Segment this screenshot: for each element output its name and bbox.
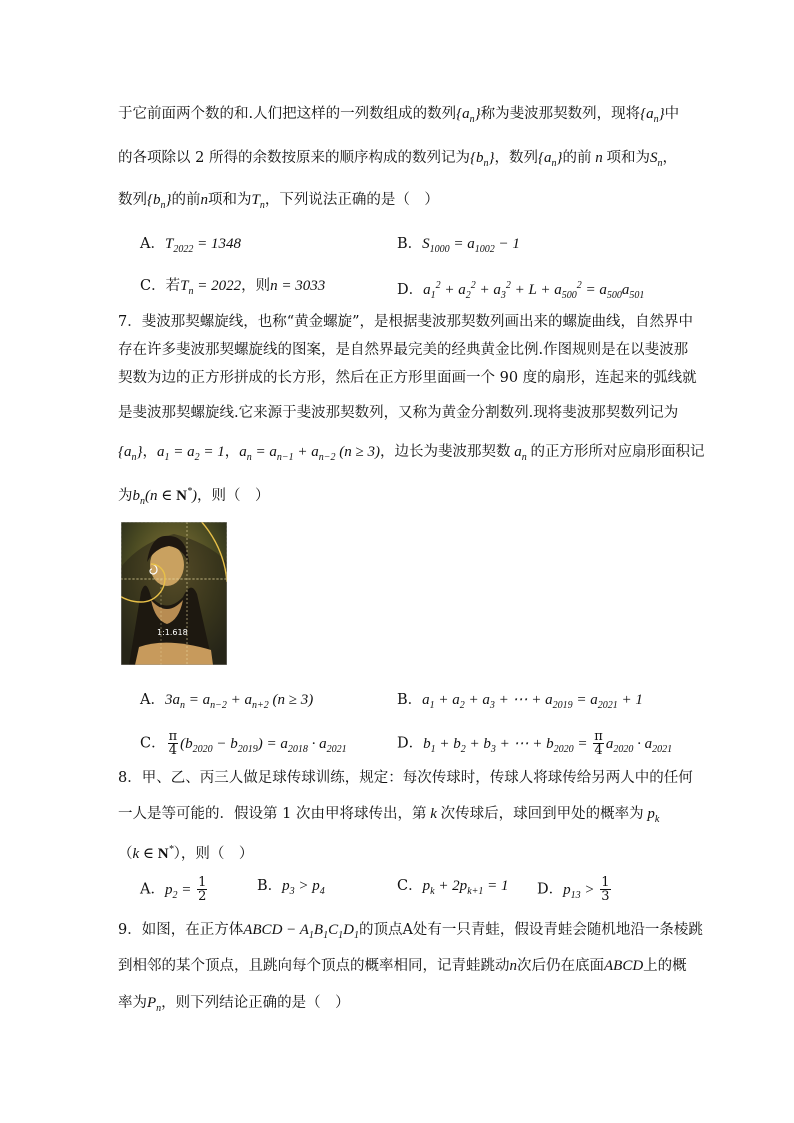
- q7-line-3: 契数为边的正方形拼成的长方形，然后在正方形里面画一个 90 度的扇形，连起来的弧线就: [118, 370, 697, 386]
- q8-line-1: 8．甲、乙、丙三人做足球传球训练，规定：每次传球时，传球人将球传给另两人中的任何: [118, 770, 693, 786]
- option-label: B．: [397, 236, 423, 252]
- q8-line-2: 一人是等可能的．假设第 1 次由甲将球传出，第 k 次传球后，球回到甲处的概率为 $p_k$: [118, 806, 660, 825]
- text: 于它前面两个数的和.人们把这样的一列数组成的数列: [118, 106, 457, 122]
- q7-line-4: 是斐波那契螺旋线.它来源于斐波那契数列，又称为黄金分割数列.现将斐波那契数列记为: [118, 405, 679, 421]
- text: 的前: [171, 192, 201, 208]
- q8-option-b: B．$p_3 > p_4$: [257, 878, 325, 897]
- text: 9．如图，在正方体: [118, 922, 244, 938]
- text: 上的概: [643, 958, 687, 974]
- q7-line-5: $\{a_n\}$，$a_1 = a_2 = 1$，$a_n = a_{n-1} + a_{n-2}$ (n ≥ 3)，边长为斐波那契数 $a_n$ 的正方形所对应扇形面积记: [118, 444, 705, 463]
- q8-option-d: D．$p_{13}$ > $\frac{1}{3}$: [537, 875, 610, 904]
- q8-option-a: A．$p_2$ = $\frac{1}{2}$: [140, 875, 207, 904]
- text: 到相邻的某个顶点，且跳向每个顶点的概率相同，记青蛙跳动: [118, 958, 510, 974]
- option-label: A．: [140, 236, 165, 252]
- text: ，则: [241, 278, 271, 294]
- text: 项和为: [606, 150, 650, 166]
- q7-line-6: 为$b_n(n$ ∈ N*)，则（ ）: [118, 486, 270, 507]
- q7-option-a: A．$3a_n = a_{n-2} + a_{n+2}$ (n ≥ 3): [140, 692, 314, 711]
- ratio-label: 1:1.618: [157, 628, 188, 637]
- text: 项和为: [208, 192, 252, 208]
- text: 一人是等可能的．假设第 1 次由甲将球传出，第: [118, 806, 427, 822]
- option-label: B．: [397, 692, 423, 708]
- text: 的各项除以 2 所得的余数按原来的顺序构成的数列记为: [118, 150, 470, 166]
- option-label: B．: [257, 878, 283, 894]
- option-label: D．: [397, 282, 424, 298]
- text: 的前: [562, 150, 592, 166]
- q6-option-a: A．$T_{2022} = 1348$: [140, 236, 241, 255]
- intro-line-2: 的各项除以 2 所得的余数按原来的顺序构成的数列记为$\{b_n\}$，数列$\{a_n\}$的前 n 项和为$S_n$，: [118, 150, 677, 169]
- text: 次传球后，球回到甲处的概率为: [440, 806, 644, 822]
- q6-option-d: D．$a_1^2 + a_2^2 + a_3^2 + L + a_{500}^2 = a_{500}a_{501}$: [397, 280, 645, 301]
- option-label: D．: [537, 881, 564, 898]
- text: ），则（ ）: [173, 846, 254, 862]
- q9-line-1: 9．如图，在正方体ABCD − $A_1B_1C_1D_1$的顶点A处有一只青蛙，假设青蛙会随机地沿一条棱跳: [118, 922, 703, 941]
- option-label: C．: [397, 878, 423, 894]
- text: （: [118, 846, 133, 862]
- q9-line-3: 率为$P_n$，则下列结论正确的是（ ）: [118, 995, 350, 1014]
- q8-option-c: C．$p_k + 2p_{k+1} = 1$: [397, 878, 509, 897]
- text: 数列: [118, 192, 147, 208]
- q9-line-2: 到相邻的某个顶点，且跳向每个顶点的概率相同，记青蛙跳动n次后仍在底面ABCD上的概: [118, 958, 687, 974]
- q7-option-c: C． $\frac{\pi}{4}$ $(b_{2020} - b_{2019}) = a_{2018} \cdot a_{2021}$: [140, 729, 347, 758]
- mona-lisa-golden-spiral-figure: [121, 522, 227, 665]
- q7-option-d: D．$b_1 + b_2 + b_3$ + ⋯ + $b_{2020}$ = $\frac{\pi}{4}$ $a_{2020} \cdot a_{2021}$: [397, 729, 673, 758]
- option-label: C．: [140, 735, 166, 752]
- text: ，下列说法正确的是（ ）: [264, 192, 439, 208]
- text: ，则下列结论正确的是（ ）: [161, 995, 350, 1011]
- text: 称为斐波那契数列，现将: [480, 106, 641, 122]
- text: 的正方形所对应扇形面积记: [530, 444, 705, 460]
- q7-option-b: B．$a_1 + a_2 + a_3$ + ⋯ + $a_{2019} = a_{2021} + 1$: [397, 692, 643, 711]
- text: 的顶点A处有一只青蛙，假设青蛙会随机地沿一条棱跳: [358, 922, 703, 938]
- option-label: D．: [397, 735, 424, 752]
- intro-line-1: 于它前面两个数的和.人们把这样的一列数组成的数列$\{a_n\}$称为斐波那契数列，现将$\{a_n\}$中: [118, 106, 680, 125]
- text: ，边长为斐波那契数: [379, 444, 511, 460]
- text: ，数列: [494, 150, 538, 166]
- q8-line-3: （k ∈ N*），则（ ）: [118, 844, 254, 862]
- text: ，: [142, 444, 157, 460]
- q6-option-b: B．$S_{1000} = a_{1002} - 1$: [397, 236, 520, 255]
- q7-line-1: 7．斐波那契螺旋线，也称“黄金螺旋”，是根据斐波那契数列画出来的螺旋曲线，自然界中: [118, 314, 694, 330]
- text: ，则（ ）: [196, 488, 270, 504]
- q7-line-2: 存在许多斐波那契螺旋线的图案，是自然界最完美的经典黄金比例.作图规则是在以斐波那: [118, 342, 689, 358]
- q6-option-c: C．若$T_n = 2022$，则n = 3033: [140, 278, 326, 297]
- text: 中: [664, 106, 680, 122]
- text: 次后仍在底面: [517, 958, 604, 974]
- option-label: A．: [140, 692, 165, 708]
- text: ，: [662, 150, 677, 166]
- text: 率为: [118, 995, 147, 1011]
- text: 为: [118, 488, 133, 504]
- option-label: A．: [140, 881, 165, 898]
- intro-line-3: 数列$\{b_n\}$的前n项和为$T_n$，下列说法正确的是（ ）: [118, 192, 439, 211]
- option-label: C．若: [140, 278, 181, 294]
